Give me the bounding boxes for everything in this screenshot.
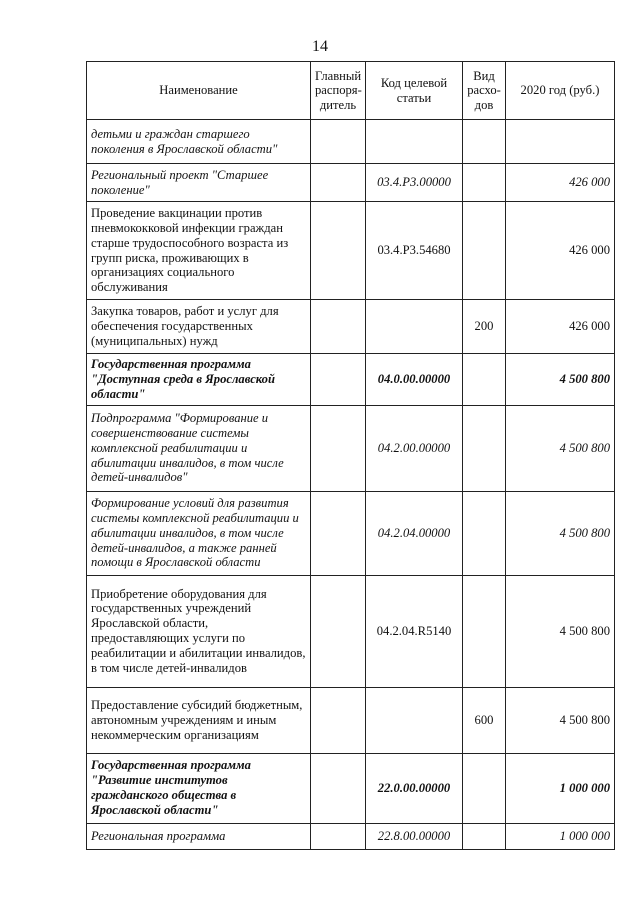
table-row xyxy=(87,575,615,687)
cell-amount: 426 000 xyxy=(506,300,615,354)
header-amount: 2020 год (руб.) xyxy=(506,62,615,120)
cell-admin xyxy=(311,164,366,202)
cell-admin xyxy=(311,491,366,575)
table-header-row xyxy=(87,62,615,120)
cell-admin xyxy=(311,753,366,823)
header-type: Вид расхо-дов xyxy=(463,62,506,120)
cell-code: 04.2.00.00000 xyxy=(366,405,463,491)
cell-name: Региональная программа xyxy=(87,823,311,849)
cell-admin xyxy=(311,405,366,491)
cell-name: Проведение вакцинации против пневмококковой инфекции граждан старше трудоспособного возраста из групп риска, проживающих в организациях социального обслуживания xyxy=(87,202,311,300)
cell-name: Региональный проект "Старшее поколение" xyxy=(87,164,311,202)
cell-amount: 4 500 800 xyxy=(506,575,615,687)
cell-name: Государственная программа "Доступная среда в Ярославской области" xyxy=(87,354,311,406)
cell-type xyxy=(463,575,506,687)
cell-type xyxy=(463,164,506,202)
cell-amount: 4 500 800 xyxy=(506,405,615,491)
header-admin: Главный распоря-дитель xyxy=(311,62,366,120)
cell-admin xyxy=(311,575,366,687)
cell-type: 600 xyxy=(463,687,506,753)
cell-code: 22.0.00.00000 xyxy=(366,753,463,823)
table-row xyxy=(87,202,615,300)
cell-admin xyxy=(311,300,366,354)
cell-amount xyxy=(506,120,615,164)
table-row xyxy=(87,354,615,406)
table-row xyxy=(87,753,615,823)
table-row xyxy=(87,491,615,575)
header-code: Код целевой статьи xyxy=(366,62,463,120)
page-number: 14 xyxy=(312,38,328,55)
cell-code xyxy=(366,120,463,164)
table-row xyxy=(87,164,615,202)
cell-code xyxy=(366,300,463,354)
cell-code xyxy=(366,687,463,753)
cell-amount: 426 000 xyxy=(506,164,615,202)
table-row xyxy=(87,823,615,849)
cell-type xyxy=(463,753,506,823)
cell-code: 04.0.00.00000 xyxy=(366,354,463,406)
cell-type xyxy=(463,823,506,849)
cell-admin xyxy=(311,354,366,406)
cell-type xyxy=(463,354,506,406)
cell-amount: 1 000 000 xyxy=(506,753,615,823)
cell-admin xyxy=(311,202,366,300)
header-name: Наименование xyxy=(87,62,311,120)
cell-amount: 4 500 800 xyxy=(506,687,615,753)
cell-type xyxy=(463,202,506,300)
cell-code: 03.4.Р3.00000 xyxy=(366,164,463,202)
budget-table xyxy=(86,61,615,850)
cell-amount: 1 000 000 xyxy=(506,823,615,849)
table-row xyxy=(87,300,615,354)
cell-code: 03.4.Р3.54680 xyxy=(366,202,463,300)
cell-amount: 4 500 800 xyxy=(506,491,615,575)
cell-type xyxy=(463,491,506,575)
cell-name: Предоставление субсидий бюджетным, автономным учреждениям и иным некоммерческим организациям xyxy=(87,687,311,753)
table-row xyxy=(87,687,615,753)
cell-type xyxy=(463,120,506,164)
cell-name: детьми и граждан старшего поколения в Ярославской области" xyxy=(87,120,311,164)
cell-name: Приобретение оборудования для государственных учреждений Ярославской области, предоставляющих услуги по реабилитации и абилитации инвалидов, в том числе детей-инвалидов xyxy=(87,575,311,687)
cell-code: 04.2.04.00000 xyxy=(366,491,463,575)
table-row xyxy=(87,120,615,164)
cell-admin xyxy=(311,823,366,849)
cell-name: Формирование условий для развития системы комплексной реабилитации и абилитации инвалидов, в том числе детей-инвалидов, а также ранней помощи в Ярославской области xyxy=(87,491,311,575)
cell-type xyxy=(463,405,506,491)
cell-amount: 426 000 xyxy=(506,202,615,300)
cell-code: 22.8.00.00000 xyxy=(366,823,463,849)
table-body xyxy=(87,120,615,850)
cell-name: Государственная программа "Развитие институтов гражданского общества в Ярославской области" xyxy=(87,753,311,823)
cell-admin xyxy=(311,120,366,164)
table-row xyxy=(87,405,615,491)
cell-admin xyxy=(311,687,366,753)
cell-amount: 4 500 800 xyxy=(506,354,615,406)
cell-name: Подпрограмма "Формирование и совершенствование системы комплексной реабилитации и абилитации инвалидов, в том числе детей-инвалидов" xyxy=(87,405,311,491)
cell-name: Закупка товаров, работ и услуг для обеспечения государственных (муниципальных) нужд xyxy=(87,300,311,354)
cell-code: 04.2.04.R5140 xyxy=(366,575,463,687)
cell-type: 200 xyxy=(463,300,506,354)
